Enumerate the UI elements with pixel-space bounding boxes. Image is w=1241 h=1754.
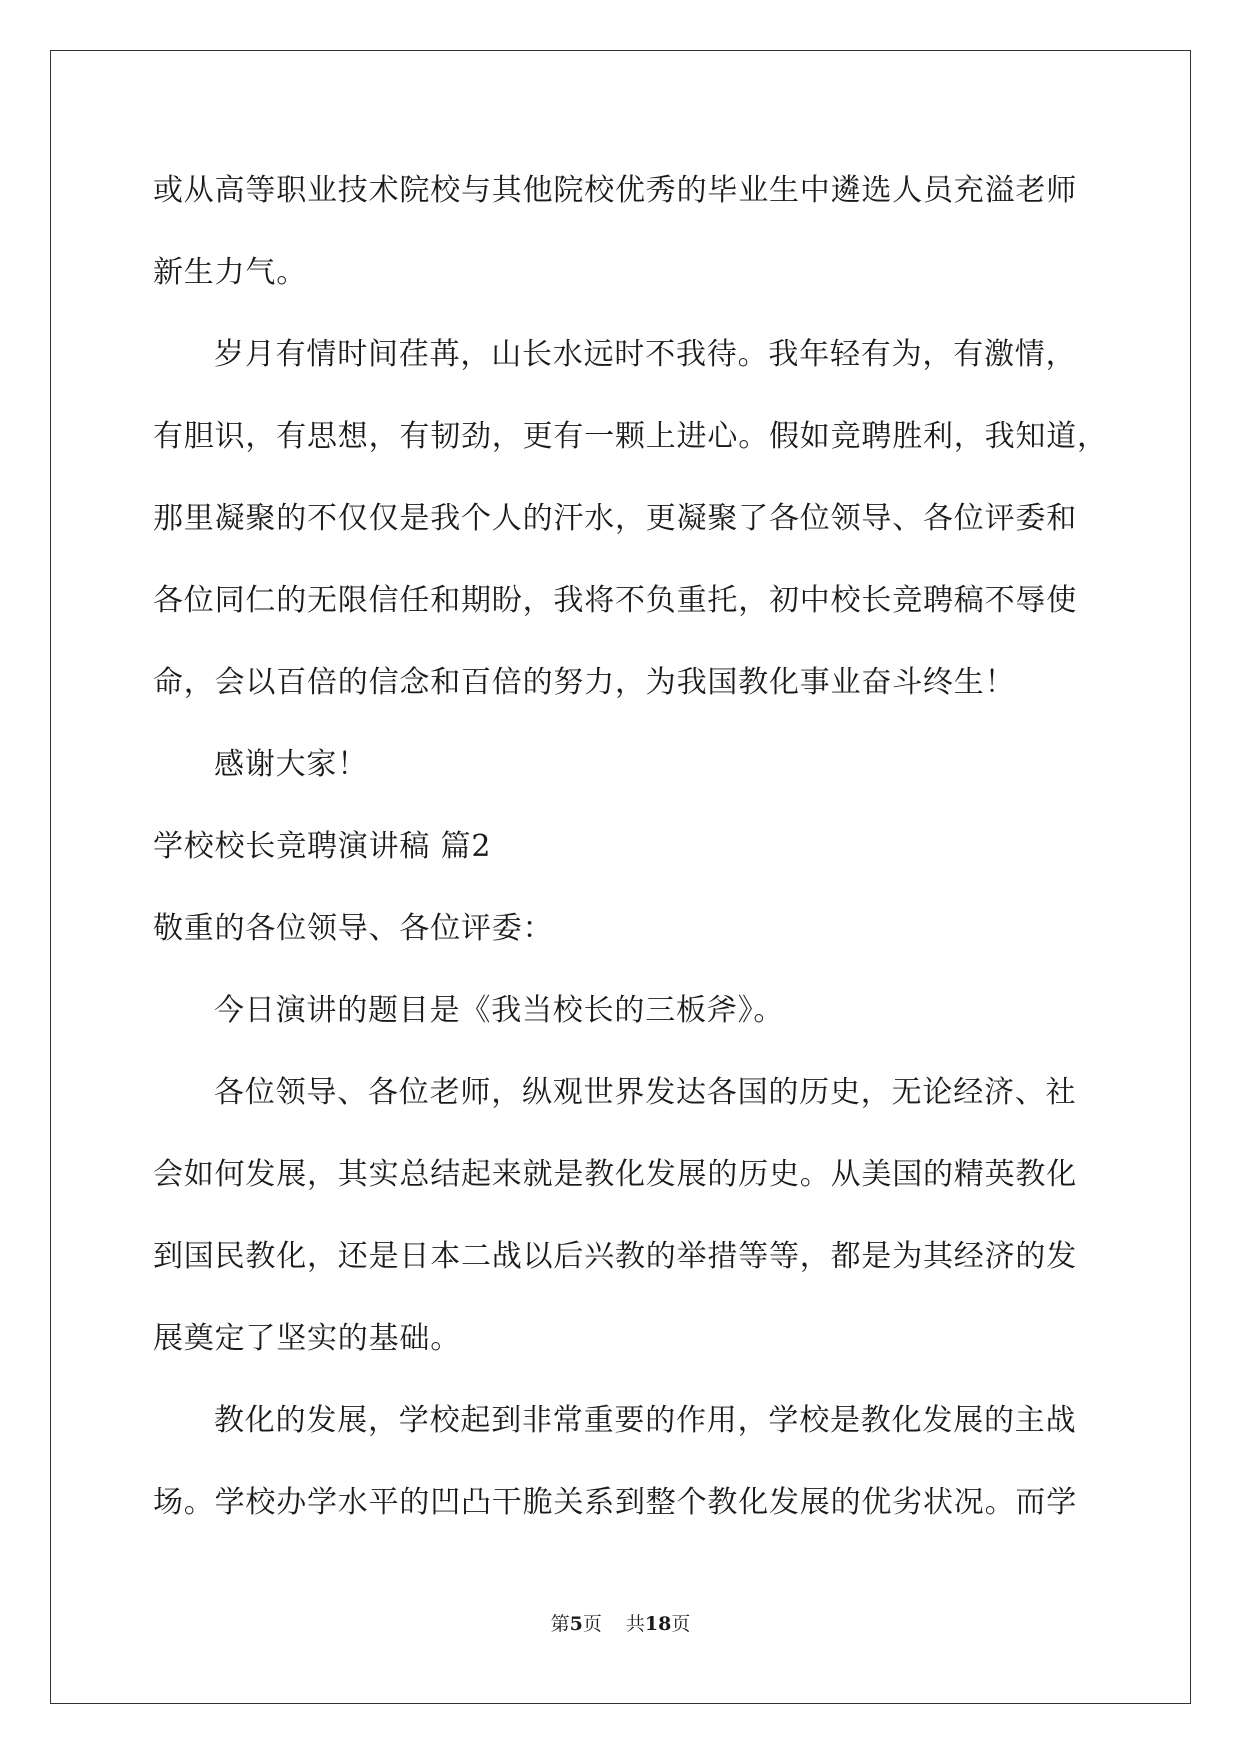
text-line: 到国民教化，还是日本二战以后兴教的举措等等，都是为其经济的发: [153, 1239, 1077, 1274]
text-line: 那里凝聚的不仅仅是我个人的汗水，更凝聚了各位领导、各位评委和: [153, 501, 1077, 536]
salutation: 敬重的各位领导、各位评委：: [153, 911, 554, 946]
text-line: 各位领导、各位老师，纵观世界发达各国的历史，无论经济、社: [214, 1075, 1077, 1110]
text-line: 今日演讲的题目是《我当校长的三板斧》。: [214, 993, 785, 1028]
page-suffix: 页: [582, 1613, 602, 1635]
document-body: [153, 150, 1108, 1544]
section-heading: 学校校长竞聘演讲稿 篇2: [153, 829, 492, 864]
page-footer: [0, 1612, 1241, 1636]
total-prefix: 共: [625, 1613, 645, 1635]
text-line: 新生力气。: [153, 255, 307, 290]
text-line: 场。学校办学水平的凹凸干脆关系到整个教化发展的优劣状况。而学: [153, 1485, 1077, 1520]
page-prefix: 第: [550, 1613, 570, 1635]
text-line: 教化的发展，学校起到非常重要的作用，学校是教化发展的主战: [214, 1403, 1077, 1438]
text-line: 感谢大家！: [214, 747, 368, 782]
text-line: 有胆识，有思想，有韧劲，更有一颗上进心。假如竞聘胜利，我知道，: [153, 419, 1108, 454]
total-suffix: 页: [671, 1613, 691, 1635]
text-line: 命，会以百倍的信念和百倍的努力，为我国教化事业奋斗终生！: [153, 665, 1016, 700]
text-line: 岁月有情时间荏苒，山长水远时不我待。我年轻有为，有激情，: [214, 337, 1077, 372]
text-line: 会如何发展，其实总结起来就是教化发展的历史。从美国的精英教化: [153, 1157, 1077, 1192]
text-line: 或从高等职业技术院校与其他院校优秀的毕业生中遴选人员充溢老师: [153, 173, 1077, 208]
total-pages: 18: [644, 1613, 672, 1635]
text-line: 展奠定了坚实的基础。: [153, 1321, 461, 1356]
text-line: 各位同仁的无限信任和期盼，我将不负重托，初中校长竞聘稿不辱使: [153, 583, 1077, 618]
page-number: 5: [569, 1613, 583, 1635]
